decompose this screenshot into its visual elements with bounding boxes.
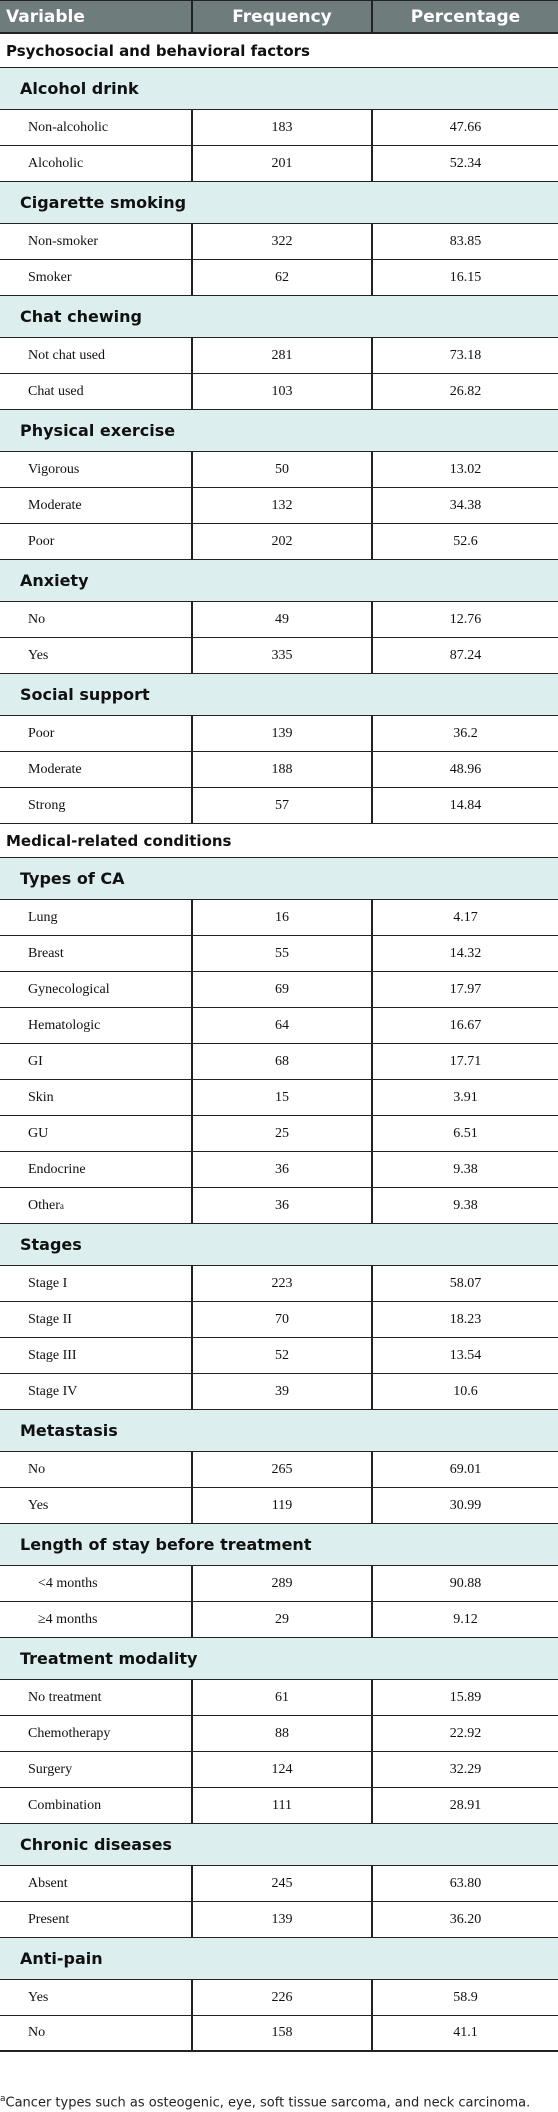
cell-percentage: 48.96 bbox=[449, 761, 482, 777]
table-row bbox=[0, 1980, 558, 2016]
cell-frequency: 188 bbox=[193, 752, 373, 787]
cell-percentage: 87.24 bbox=[449, 647, 482, 663]
cell-variable bbox=[0, 1188, 193, 1223]
cell-variable bbox=[0, 972, 193, 1007]
cell-variable bbox=[0, 1680, 193, 1715]
cell-frequency: 36 bbox=[193, 1188, 373, 1223]
section-title: Physical exercise bbox=[0, 410, 558, 452]
cell-variable-label: Surgery bbox=[28, 1761, 73, 1777]
cell-variable-label: Moderate bbox=[28, 497, 82, 513]
section-title: Alcohol drink bbox=[0, 68, 558, 110]
cell-variable-label: Lung bbox=[28, 909, 58, 925]
cell-frequency: 322 bbox=[193, 224, 373, 259]
section-title: Types of CA bbox=[0, 858, 558, 900]
cell-variable-label: Absent bbox=[28, 1875, 68, 1891]
section-title: Stages bbox=[0, 1224, 558, 1266]
cell-variable-label: Non-alcoholic bbox=[28, 119, 109, 135]
cell-percentage: 9.12 bbox=[453, 1611, 478, 1627]
table-row bbox=[0, 146, 558, 182]
cell-variable bbox=[0, 1338, 193, 1373]
cell-variable-label: Non-smoker bbox=[28, 233, 98, 249]
cell-percentage: 9.38 bbox=[453, 1197, 478, 1213]
cell-percentage: 47.66 bbox=[449, 119, 482, 135]
cell-variable bbox=[0, 638, 193, 673]
table-row bbox=[0, 1008, 558, 1044]
cell-variable bbox=[0, 602, 193, 637]
cell-variable bbox=[0, 936, 193, 971]
cell-variable-label: ≥4 months bbox=[38, 1611, 98, 1627]
footnote-ref: a bbox=[59, 1200, 64, 1211]
header-variable: Variable bbox=[0, 1, 193, 32]
cell-percentage: 13.54 bbox=[449, 1347, 482, 1363]
cell-frequency: 25 bbox=[193, 1116, 373, 1151]
cell-frequency: 202 bbox=[193, 524, 373, 559]
table-row bbox=[0, 638, 558, 674]
cell-frequency: 111 bbox=[193, 1788, 373, 1823]
cell-variable-label: Skin bbox=[28, 1089, 54, 1105]
cell-percentage: 18.23 bbox=[449, 1311, 482, 1327]
cell-variable bbox=[0, 1902, 193, 1937]
table-row bbox=[0, 110, 558, 146]
cell-variable-label: Alcoholic bbox=[28, 155, 84, 171]
cell-percentage: 14.84 bbox=[449, 797, 482, 813]
cell-frequency: 29 bbox=[193, 1602, 373, 1637]
cell-frequency: 88 bbox=[193, 1716, 373, 1751]
cell-frequency: 139 bbox=[193, 1902, 373, 1937]
cell-frequency: 265 bbox=[193, 1452, 373, 1487]
cell-percentage: 3.91 bbox=[453, 1089, 478, 1105]
cell-frequency: 201 bbox=[193, 146, 373, 181]
cell-percentage: 32.29 bbox=[449, 1761, 482, 1777]
table-row bbox=[0, 1680, 558, 1716]
table-row bbox=[0, 1080, 558, 1116]
cell-frequency: 39 bbox=[193, 1374, 373, 1409]
table-row bbox=[0, 1302, 558, 1338]
cell-frequency: 15 bbox=[193, 1080, 373, 1115]
cell-variable bbox=[0, 900, 193, 935]
cell-variable-label: Gynecological bbox=[28, 981, 110, 997]
cell-percentage: 34.38 bbox=[449, 497, 482, 513]
table-row bbox=[0, 716, 558, 752]
cell-frequency: 183 bbox=[193, 110, 373, 145]
cell-variable-label: Poor bbox=[28, 725, 55, 741]
cell-percentage: 58.9 bbox=[453, 1989, 478, 2005]
cell-variable-label: No bbox=[28, 611, 46, 627]
cell-percentage: 58.07 bbox=[449, 1275, 482, 1291]
cell-variable bbox=[0, 1008, 193, 1043]
cell-variable bbox=[0, 260, 193, 295]
cell-variable-label: Hematologic bbox=[28, 1017, 101, 1033]
section-title: Length of stay before treatment bbox=[0, 1524, 558, 1566]
table-row bbox=[0, 1488, 558, 1524]
section-title: Cigarette smoking bbox=[0, 182, 558, 224]
cell-frequency: 245 bbox=[193, 1866, 373, 1901]
cell-variable bbox=[0, 1080, 193, 1115]
table-row bbox=[0, 1716, 558, 1752]
cell-frequency: 139 bbox=[193, 716, 373, 751]
cell-variable bbox=[0, 338, 193, 373]
section-title: Chat chewing bbox=[0, 296, 558, 338]
cell-variable bbox=[0, 1566, 193, 1601]
cell-variable bbox=[0, 374, 193, 409]
cell-frequency: 64 bbox=[193, 1008, 373, 1043]
cell-variable bbox=[0, 1602, 193, 1637]
cell-frequency: 103 bbox=[193, 374, 373, 409]
cell-variable bbox=[0, 1302, 193, 1337]
cell-frequency: 69 bbox=[193, 972, 373, 1007]
cell-variable-label: Yes bbox=[28, 1989, 49, 2005]
cell-variable-label: Stage IV bbox=[28, 1383, 78, 1399]
table-row bbox=[0, 1338, 558, 1374]
cell-variable-label: Endocrine bbox=[28, 1161, 86, 1177]
cell-variable-label: No bbox=[28, 2025, 46, 2040]
cell-variable bbox=[0, 1044, 193, 1079]
cell-variable-label: Stage II bbox=[28, 1311, 72, 1327]
cell-frequency: 335 bbox=[193, 638, 373, 673]
cell-frequency: 281 bbox=[193, 338, 373, 373]
cell-frequency: 289 bbox=[193, 1566, 373, 1601]
cell-variable-label: Chat used bbox=[28, 383, 84, 399]
cell-variable-label: Smoker bbox=[28, 269, 72, 285]
table-row bbox=[0, 936, 558, 972]
cell-percentage: 16.67 bbox=[449, 1017, 482, 1033]
cell-percentage: 17.71 bbox=[449, 1053, 482, 1069]
cell-variable-label: Vigorous bbox=[28, 461, 80, 477]
cell-frequency: 70 bbox=[193, 1302, 373, 1337]
cell-variable-label: Not chat used bbox=[28, 347, 105, 363]
cell-variable bbox=[0, 1452, 193, 1487]
table-row bbox=[0, 1374, 558, 1410]
cell-frequency: 158 bbox=[193, 2016, 373, 2050]
cell-variable-label: <4 months bbox=[38, 1575, 98, 1591]
table-row bbox=[0, 1752, 558, 1788]
cell-frequency: 132 bbox=[193, 488, 373, 523]
cell-variable-label: Stage I bbox=[28, 1275, 68, 1291]
section-title: Social support bbox=[0, 674, 558, 716]
cell-percentage: 63.80 bbox=[449, 1875, 482, 1891]
table-row bbox=[0, 1152, 558, 1188]
table-row bbox=[0, 1902, 558, 1938]
cell-variable-label: Yes bbox=[28, 1497, 49, 1513]
section-title: Anti-pain bbox=[0, 1938, 558, 1980]
cell-percentage: 16.15 bbox=[449, 269, 482, 285]
table-row bbox=[0, 524, 558, 560]
cell-percentage: 52.6 bbox=[453, 533, 478, 549]
cell-variable bbox=[0, 524, 193, 559]
cell-percentage: 69.01 bbox=[449, 1461, 482, 1477]
cell-frequency: 226 bbox=[193, 1980, 373, 2015]
header-percentage: Percentage bbox=[410, 6, 521, 27]
cell-variable bbox=[0, 1152, 193, 1187]
cell-variable-label: Poor bbox=[28, 533, 55, 549]
cell-variable bbox=[0, 716, 193, 751]
cell-variable-label: Moderate bbox=[28, 761, 82, 777]
cell-percentage: 4.17 bbox=[453, 909, 478, 925]
cell-percentage: 41.1 bbox=[453, 2025, 478, 2040]
cell-variable bbox=[0, 1866, 193, 1901]
header-frequency: Frequency bbox=[193, 1, 373, 32]
cell-frequency: 62 bbox=[193, 260, 373, 295]
table-row bbox=[0, 1566, 558, 1602]
cell-variable bbox=[0, 1266, 193, 1301]
section-title: Chronic diseases bbox=[0, 1824, 558, 1866]
cell-percentage: 12.76 bbox=[449, 611, 482, 627]
table-row bbox=[0, 972, 558, 1008]
cell-variable bbox=[0, 452, 193, 487]
cell-percentage: 90.88 bbox=[449, 1575, 482, 1591]
cell-frequency: 50 bbox=[193, 452, 373, 487]
cell-variable bbox=[0, 224, 193, 259]
table-row bbox=[0, 788, 558, 824]
cell-percentage: 28.91 bbox=[449, 1797, 482, 1813]
cell-frequency: 36 bbox=[193, 1152, 373, 1187]
cell-frequency: 57 bbox=[193, 788, 373, 823]
cell-percentage: 9.38 bbox=[453, 1161, 478, 1177]
cell-frequency: 52 bbox=[193, 1338, 373, 1373]
cell-variable-label: No treatment bbox=[28, 1689, 102, 1705]
table-row bbox=[0, 2016, 558, 2052]
cell-frequency: 49 bbox=[193, 602, 373, 637]
cell-percentage: 17.97 bbox=[449, 981, 482, 997]
cell-frequency: 68 bbox=[193, 1044, 373, 1079]
cell-variable bbox=[0, 2016, 193, 2050]
cell-percentage: 30.99 bbox=[449, 1497, 482, 1513]
cell-percentage: 73.18 bbox=[449, 347, 482, 363]
table-row bbox=[0, 260, 558, 296]
footnote-mark: a bbox=[0, 2094, 6, 2104]
table-row bbox=[0, 900, 558, 936]
table-row bbox=[0, 224, 558, 260]
table-row bbox=[0, 1044, 558, 1080]
cell-percentage: 36.20 bbox=[449, 1911, 482, 1927]
table-row bbox=[0, 1788, 558, 1824]
cell-percentage: 26.82 bbox=[449, 383, 482, 399]
cell-variable-label: Combination bbox=[28, 1797, 102, 1813]
table-row bbox=[0, 752, 558, 788]
table-row bbox=[0, 1602, 558, 1638]
table-row bbox=[0, 338, 558, 374]
cell-frequency: 55 bbox=[193, 936, 373, 971]
section-title: Treatment modality bbox=[0, 1638, 558, 1680]
table-row bbox=[0, 452, 558, 488]
cell-percentage: 14.32 bbox=[449, 945, 482, 961]
group-title: Medical-related conditions bbox=[0, 824, 558, 858]
cell-variable bbox=[0, 752, 193, 787]
cell-frequency: 61 bbox=[193, 1680, 373, 1715]
table-row bbox=[0, 1866, 558, 1902]
table-row bbox=[0, 1452, 558, 1488]
cell-frequency: 124 bbox=[193, 1752, 373, 1787]
cell-frequency: 223 bbox=[193, 1266, 373, 1301]
cell-variable bbox=[0, 146, 193, 181]
cell-variable bbox=[0, 788, 193, 823]
table-header bbox=[0, 0, 558, 34]
section-title: Anxiety bbox=[0, 560, 558, 602]
cell-variable-label: Present bbox=[28, 1911, 70, 1927]
cell-variable-label: Breast bbox=[28, 945, 64, 961]
cell-frequency: 16 bbox=[193, 900, 373, 935]
cell-variable bbox=[0, 1116, 193, 1151]
cell-variable-label: Other bbox=[28, 1197, 60, 1213]
table-footnote bbox=[0, 2094, 530, 2110]
table-row bbox=[0, 1266, 558, 1302]
section-title: Metastasis bbox=[0, 1410, 558, 1452]
cell-variable-label: Yes bbox=[28, 647, 49, 663]
cell-percentage: 36.2 bbox=[453, 725, 478, 741]
table-row bbox=[0, 1116, 558, 1152]
cell-variable-label: GI bbox=[28, 1053, 43, 1069]
table-row bbox=[0, 374, 558, 410]
cell-percentage: 6.51 bbox=[453, 1125, 478, 1141]
table-row bbox=[0, 488, 558, 524]
cell-variable bbox=[0, 1374, 193, 1409]
table-body bbox=[0, 34, 558, 2052]
cell-variable bbox=[0, 1752, 193, 1787]
cell-percentage: 13.02 bbox=[449, 461, 482, 477]
cell-percentage: 10.6 bbox=[453, 1383, 478, 1399]
cell-variable bbox=[0, 488, 193, 523]
cell-variable-label: GU bbox=[28, 1125, 49, 1141]
table-row bbox=[0, 602, 558, 638]
cell-frequency: 119 bbox=[193, 1488, 373, 1523]
cell-percentage: 22.92 bbox=[449, 1725, 482, 1741]
cell-percentage: 15.89 bbox=[449, 1689, 482, 1705]
cell-variable bbox=[0, 1716, 193, 1751]
cell-variable-label: Stage III bbox=[28, 1347, 77, 1363]
footnote-text: Cancer types such as osteogenic, eye, soft tissue sarcoma, and neck carcinoma. bbox=[5, 2095, 531, 2111]
cell-variable bbox=[0, 1980, 193, 2015]
cell-variable-label: No bbox=[28, 1461, 46, 1477]
cell-variable bbox=[0, 110, 193, 145]
cell-variable bbox=[0, 1488, 193, 1523]
cell-percentage: 83.85 bbox=[449, 233, 482, 249]
table-row bbox=[0, 1188, 558, 1224]
cell-variable-label: Strong bbox=[28, 797, 66, 813]
group-title: Psychosocial and behavioral factors bbox=[0, 34, 558, 68]
cell-variable-label: Chemotherapy bbox=[28, 1725, 111, 1741]
cell-variable bbox=[0, 1788, 193, 1823]
cell-percentage: 52.34 bbox=[449, 155, 482, 171]
